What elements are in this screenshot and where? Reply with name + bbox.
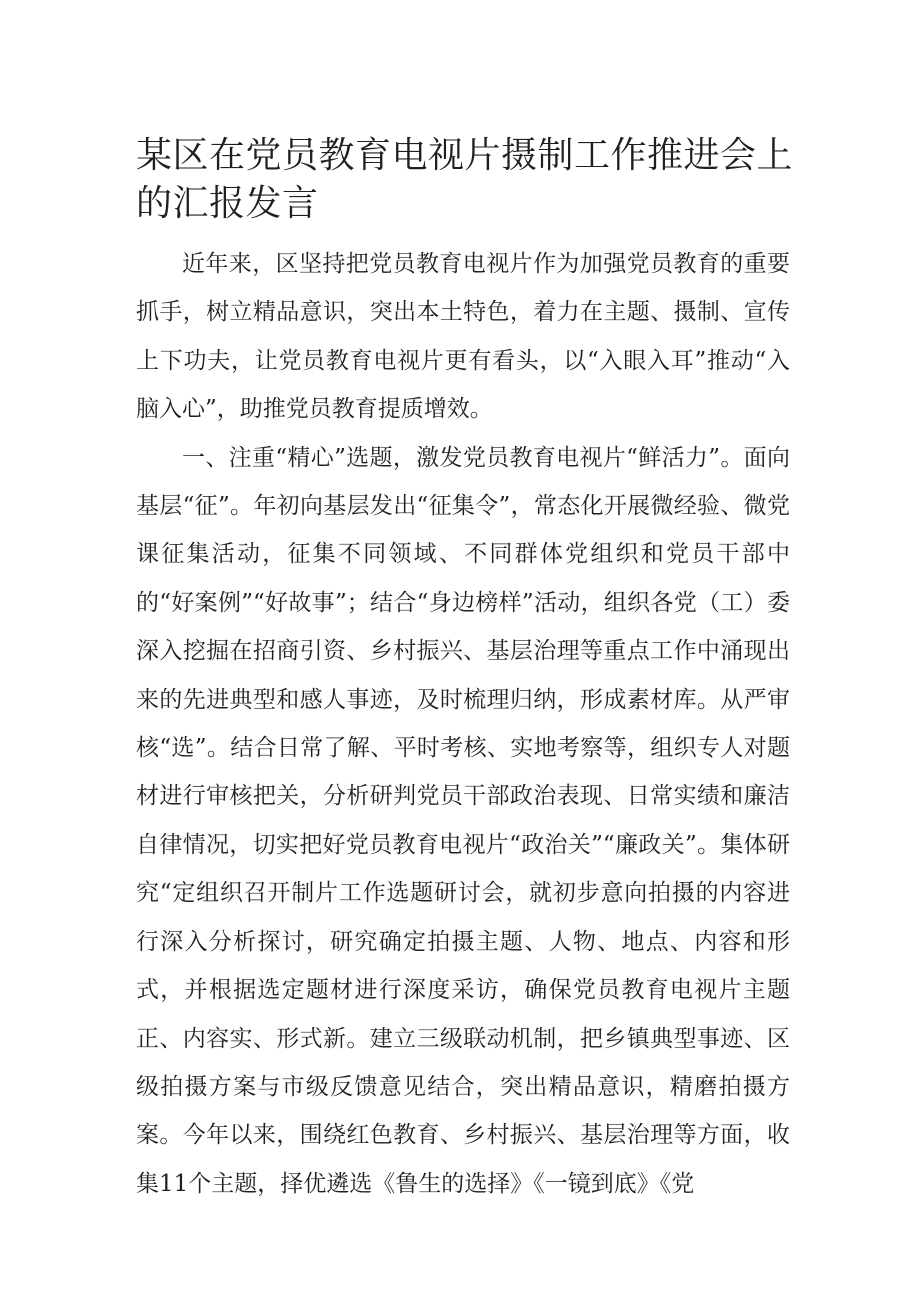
document-body [136,240,790,1208]
section-one-paragraph: 一、注重“精心”选题，激发党员教育电视片“鲜活力”。面向基层“征”。年初向基层发出“征集令”，常态化开展微经验、微党课征集活动，征集不同领域、不同群体党组织和党员干部中的“好案例”“好故事”；结合“身边榜样”活动，组织各党（工）委深入挖掘在招商引资、乡村振兴、基层治理等重点工作中涌现出来的先进典型和感人事迹，及时梳理归纳，形成素材库。从严审核“选”。结合日常了解、平时考核、实地考察等，组织专人对题材进行审核把关，分析研判党员干部政治表现、日常实绩和廉洁自律情况，切实把好党员教育电视片“政治关”“廉政关”。集体研究“定组织召开制片工作选题研讨会，就初步意向拍摄的内容进行深入分析探讨，研究确定拍摄主题、人物、地点、内容和形式，并根据选定题材进行深度采访，确保党员教育电视片主题正、内容实、形式新。建立三级联动机制，把乡镇典型事迹、区级拍摄方案与市级反馈意见结合，突出精品意识，精磨拍摄方案。今年以来，围绕红色教育、乡村振兴、基层治理等方面，收集11个主题，择优遴选《鲁生的选择》《一镜到底》《党 [136,444,790,1197]
intro-paragraph: 近年来，区坚持把党员教育电视片作为加强党员教育的重要抓手，树立精品意识，突出本土特色，着力在主题、摄制、宣传上下功夫，让党员教育电视片更有看头，以“入眼入耳”推动“入脑入心”，助推党员教育提质增效。 [136,251,790,423]
document-title: 某区在党员教育电视片摄制工作推进会上的汇报发言 [136,135,794,224]
